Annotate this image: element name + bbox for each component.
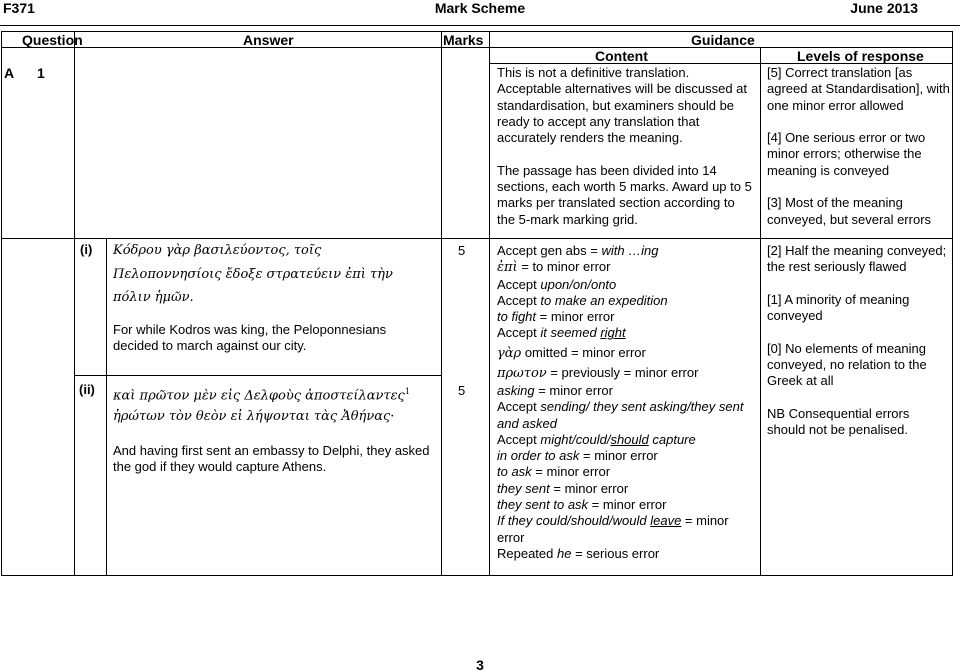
footnote-marker: 1 — [404, 387, 410, 396]
marking-guidance — [497, 243, 757, 382]
guidance-line: asking = minor error — [497, 383, 613, 398]
question-number: 1 — [37, 65, 45, 81]
levels-of-response — [767, 65, 950, 228]
levels-of-response-continued — [767, 243, 950, 439]
column-header-levels: Levels of response — [797, 48, 924, 64]
guidance-line: If they could/should/would leave = minor error — [497, 513, 729, 545]
greek-text-line: πόλιν ἡμῶν. — [113, 290, 194, 305]
level-5: [5] Correct translation [as agreed at Standardisation], with one minor error allowed — [767, 65, 950, 113]
guidance-line: Accept upon/on/onto — [497, 276, 617, 292]
greek-text-line: Κόδρου γὰρ βασιλεύοντος, τοῖς — [113, 243, 322, 258]
guidance-line: Accept sending/ they sent asking/they sent and asked — [497, 399, 744, 431]
guidance-line: to fight = minor error — [497, 309, 615, 325]
marking-guidance — [497, 383, 757, 562]
level-0: [0] No elements of meaning conveyed, no relation to the Greek at all — [767, 340, 927, 389]
part-label: (ii) — [79, 382, 95, 397]
guidance-line: to ask = minor error — [497, 464, 611, 480]
greek-text-line: ἠρώτων τὸν θεὸν εἰ λήψονται τὰς Ἀθήνας· — [113, 409, 395, 424]
guidance-line: γὰρ omitted = minor error — [497, 344, 646, 361]
document-date: June 2013 — [850, 0, 918, 16]
content-paragraph: This is not a definitive translation. Acceptable alternatives will be discussed at standardisation, but examiners should be ready to accept any translation that accurately renders the meaning. — [497, 65, 748, 146]
guidance-line: they sent to ask = minor error — [497, 497, 667, 513]
content-paragraph: The passage has been divided into 14 sections, each worth 5 marks. Award up to 5 marks per translated section according to the 5-mark marking grid. — [497, 162, 752, 227]
col-divider — [441, 31, 442, 576]
column-header-marks: Marks — [443, 32, 484, 48]
consequential-errors-note: NB Consequential errors should not be penalised. — [767, 405, 910, 438]
guidance-line: in order to ask = minor error — [497, 448, 658, 464]
guidance-line: Accept might/could/should capture — [497, 431, 696, 447]
col-divider — [74, 31, 75, 576]
row-divider — [74, 375, 441, 376]
greek-text-line: Πελοποννησίοις ἔδοξε στρατεύειν ἐπὶ τὴν — [113, 267, 393, 282]
guidance-line: Accept it seemed right — [497, 325, 626, 341]
guidance-line: Accept to make an expedition — [497, 292, 668, 308]
header-rule — [0, 25, 960, 26]
col-divider — [760, 47, 761, 576]
guidance-line: ἐπὶ = to minor error — [497, 259, 611, 276]
guidance-line: πρωτον = previously = minor error — [497, 365, 699, 382]
column-header-content: Content — [595, 48, 648, 64]
col-divider — [489, 31, 490, 576]
column-header-question: Question — [22, 32, 83, 48]
marks-value: 5 — [458, 383, 466, 398]
translation: And having first sent an embassy to Delphi, they asked the god if they would capture Athens. — [113, 443, 430, 475]
greek-text-line: καὶ πρῶτον μὲν εἰς Δελφοὺς ἀποστείλαντες$^1$ — [113, 387, 410, 404]
guidance-line: they sent = minor error — [497, 480, 629, 496]
marks-value: 5 — [458, 243, 466, 258]
level-4: [4] One serious error or two minor errors; otherwise the meaning is conveyed — [767, 130, 926, 178]
document-title: Mark Scheme — [434, 0, 526, 16]
column-header-guidance: Guidance — [691, 32, 755, 48]
guidance-line: Accept gen abs = with …ing — [497, 243, 659, 258]
content-guidance — [497, 65, 753, 228]
col-divider — [106, 238, 107, 576]
page-number: 3 — [476, 657, 484, 672]
level-1: [1] A minority of meaning conveyed — [767, 291, 910, 324]
column-header-answer: Answer — [243, 32, 294, 48]
document-code: F371 — [3, 0, 35, 16]
translation: For while Kodros was king, the Peloponnesians decided to march against our city. — [113, 322, 387, 354]
part-label: (i) — [80, 242, 93, 257]
section-letter: A — [4, 65, 15, 81]
level-3: [3] Most of the meaning conveyed, but several errors — [767, 195, 932, 227]
guidance-line: Repeated he = serious error — [497, 545, 660, 561]
level-2: [2] Half the meaning conveyed; the rest seriously flawed — [767, 243, 947, 275]
